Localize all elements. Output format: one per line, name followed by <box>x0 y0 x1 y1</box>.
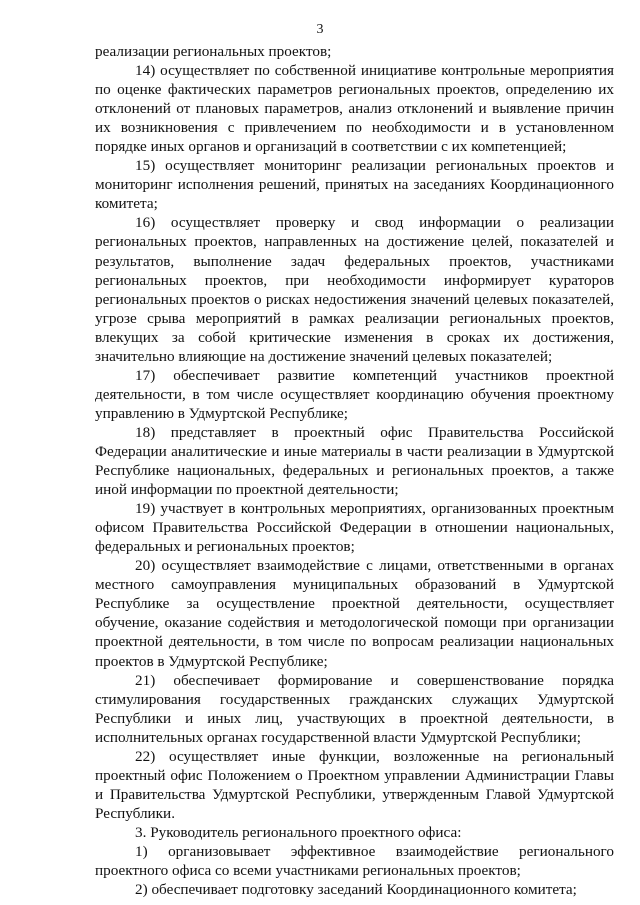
section-3-heading: 3. Руководитель регионального проектного офиса: <box>135 823 462 841</box>
document-body <box>95 42 614 899</box>
paragraph-item-19: 19) участвует в контрольных мероприятиях, организованных проектным офисом Правительства Российской Федерации в отношении национальных, федеральных и региональных проектов; <box>95 500 614 556</box>
paragraph-item-14: 14) осуществляет по собственной инициативе контрольные мероприятия по оценке фактических параметров региональных проектов, определению их отклонений от плановых параметров, анализ отклонений и выявление причин их возникновения с привлечением по необходимости и в установленном порядке иных органов и организаций в соответствии с их компетенцией; <box>95 62 614 156</box>
page-number: 3 <box>316 22 324 37</box>
paragraph-subitem-2: 2) обеспечивает подготовку заседаний Координационного комитета; <box>135 881 577 899</box>
paragraph-item-15: 15) осуществляет мониторинг реализации региональных проектов и мониторинг исполнения решений, принятых на заседаниях Координационного комитета; <box>95 157 614 213</box>
paragraph-item-16: 16) осуществляет проверку и свод информации о реализации региональных проектов, направленных на достижение целей, показателей и результатов, выполнение задач федеральных проектов, участниками региональных проектов, при необходимости информирует кураторов региональных проектов о рисках недостижения значений целевых показателей, угрозе срыва мероприятий в рамках реализации региональных проектов, влекущих за собой критические изменения в сроках их достижения, значительно влияющие на достижение значений целевых показателей; <box>95 214 614 365</box>
paragraph-continuation: реализации региональных проектов; <box>95 43 332 60</box>
paragraph-item-20: 20) осуществляет взаимодействие с лицами, ответственными в органах местного самоуправления муниципальных образований в Удмуртской Республике за осуществление проектной деятельности, осуществляет обучение, оказание содействия и методологической помощи при организации проектной деятельности, в том числе по вопросам реализации национальных проектов в Удмуртской Республике; <box>95 557 614 670</box>
paragraph-item-22: 22) осуществляет иные функции, возложенные на региональный проектный офис Положением о Проектном управлении Администрации Главы и Правительства Удмуртской Республики, утвержденным Главой Удмуртской Республики. <box>95 747 614 822</box>
paragraph-item-21: 21) обеспечивает формирование и совершенствование порядка стимулирования государственных гражданских служащих Удмуртской Республики и иных лиц, участвующих в проектной деятельности, в исполнительных органах государственной власти Удмуртской Республики; <box>95 671 614 746</box>
paragraph-item-18: 18) представляет в проектный офис Правительства Российской Федерации аналитические и иные материалы в части реализации в Удмуртской Республике национальных, федеральных и региональных проектов, а также иной информации по проектной деятельности; <box>95 423 614 499</box>
paragraph-item-17: 17) обеспечивает развитие компетенций участников проектной деятельности, в том числе осуществляет координацию обучения проектному управлению в Удмуртской Республике; <box>95 366 614 422</box>
paragraph-subitem-1: 1) организовывает эффективное взаимодействие регионального проектного офиса со всеми участниками региональных проектов; <box>95 842 614 880</box>
